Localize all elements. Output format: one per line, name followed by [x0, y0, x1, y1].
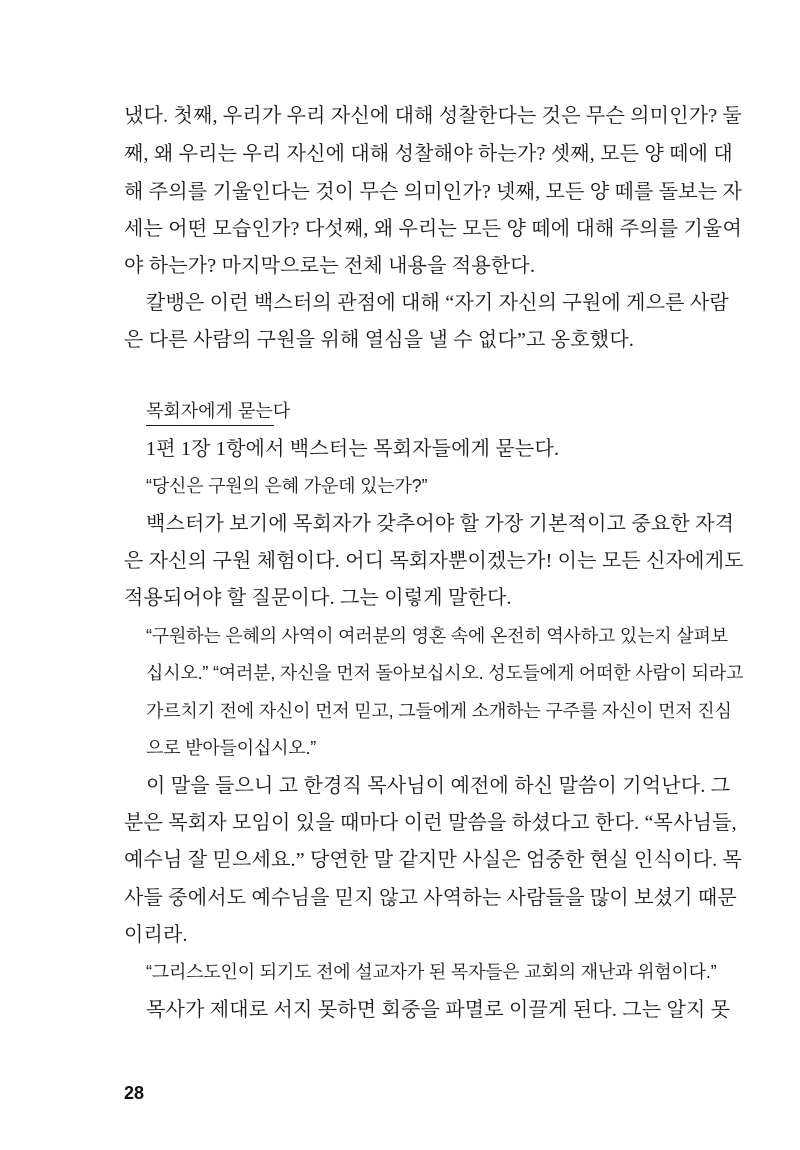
text-line: 예수님 잘 믿으세요.” 당연한 말 같지만 사실은 엄중한 현실 인식이다. 목: [124, 849, 743, 871]
heading-underline: [146, 425, 274, 426]
text-line: 백스터가 보기에 목회자가 갖추어야 할 가장 기본적이고 중요한 자격: [146, 513, 735, 535]
text-line: 1편 1장 1항에서 백스터는 목회자들에게 묻는다.: [146, 438, 560, 460]
text-line: 세는 어떤 모습인가? 다섯째, 왜 우리는 모든 양 떼에 대해 주의를 기울여: [124, 218, 743, 240]
text-line: 해 주의를 기울인다는 것이 무슨 의미인가? 넷째, 모든 양 떼를 돌보는 자: [124, 181, 743, 203]
text-line: 적용되어야 할 질문이다. 그는 이렇게 말한다.: [124, 587, 512, 609]
quote-line: “구원하는 은혜의 사역이 여러분의 영혼 속에 온전히 역사하고 있는지 살펴보: [146, 626, 728, 646]
text-line: 사들 중에서도 예수님을 믿지 않고 사역하는 사람들을 많이 보셨기 때문: [124, 887, 737, 909]
page-number: 28: [124, 1083, 145, 1103]
text-line: 은 자신의 구원 체험이다. 어디 목회자뿐이겠는가! 이는 모든 신자에게도: [124, 550, 744, 572]
quote-line: 가르치기 전에 자신이 먼저 믿고, 그들에게 소개하는 구주를 자신이 먼저 진심: [146, 701, 732, 721]
quote-line: “당신은 구원의 은혜 가운데 있는가?”: [146, 476, 428, 496]
text-line: 이리라.: [124, 924, 188, 946]
text-line: 분은 목회자 모임이 있을 때마다 이런 말씀을 하셨다고 한다. “목사님들,: [124, 812, 737, 834]
text-line: 은 다른 사람의 구원을 위해 열심을 낼 수 없다”고 옹호했다.: [124, 329, 635, 351]
quote-line: 십시오.” “여러분, 자신을 먼저 돌아보십시오. 성도들에게 어떠한 사람이 되라고: [146, 663, 744, 683]
text-line: 째, 왜 우리는 우리 자신에 대해 성찰해야 하는가? 셋째, 모든 양 떼에 대: [124, 143, 733, 165]
text-line: 목사가 제대로 서지 못하면 회중을 파멸로 이끌게 된다. 그는 알지 못: [146, 999, 731, 1021]
text-line: 냈다. 첫째, 우리가 우리 자신에 대해 성찰한다는 것은 무슨 의미인가? 둘: [124, 105, 743, 127]
text-line: 야 하는가? 마지막으로는 전체 내용을 적용한다.: [124, 255, 536, 277]
text-line: 칼뱅은 이런 백스터의 관점에 대해 “자기 자신의 구원에 게으른 사람: [146, 292, 729, 314]
quote-line: “그리스도인이 되기도 전에 설교자가 된 목자들은 교회의 재난과 위험이다.”: [146, 962, 717, 982]
text-line: 이 말을 들으니 고 한경직 목사님이 예전에 하신 말씀이 기억난다. 그: [146, 775, 731, 797]
quote-line: 으로 받아들이십시오.”: [146, 738, 317, 758]
section-heading: 목회자에게 묻는다: [146, 401, 291, 421]
